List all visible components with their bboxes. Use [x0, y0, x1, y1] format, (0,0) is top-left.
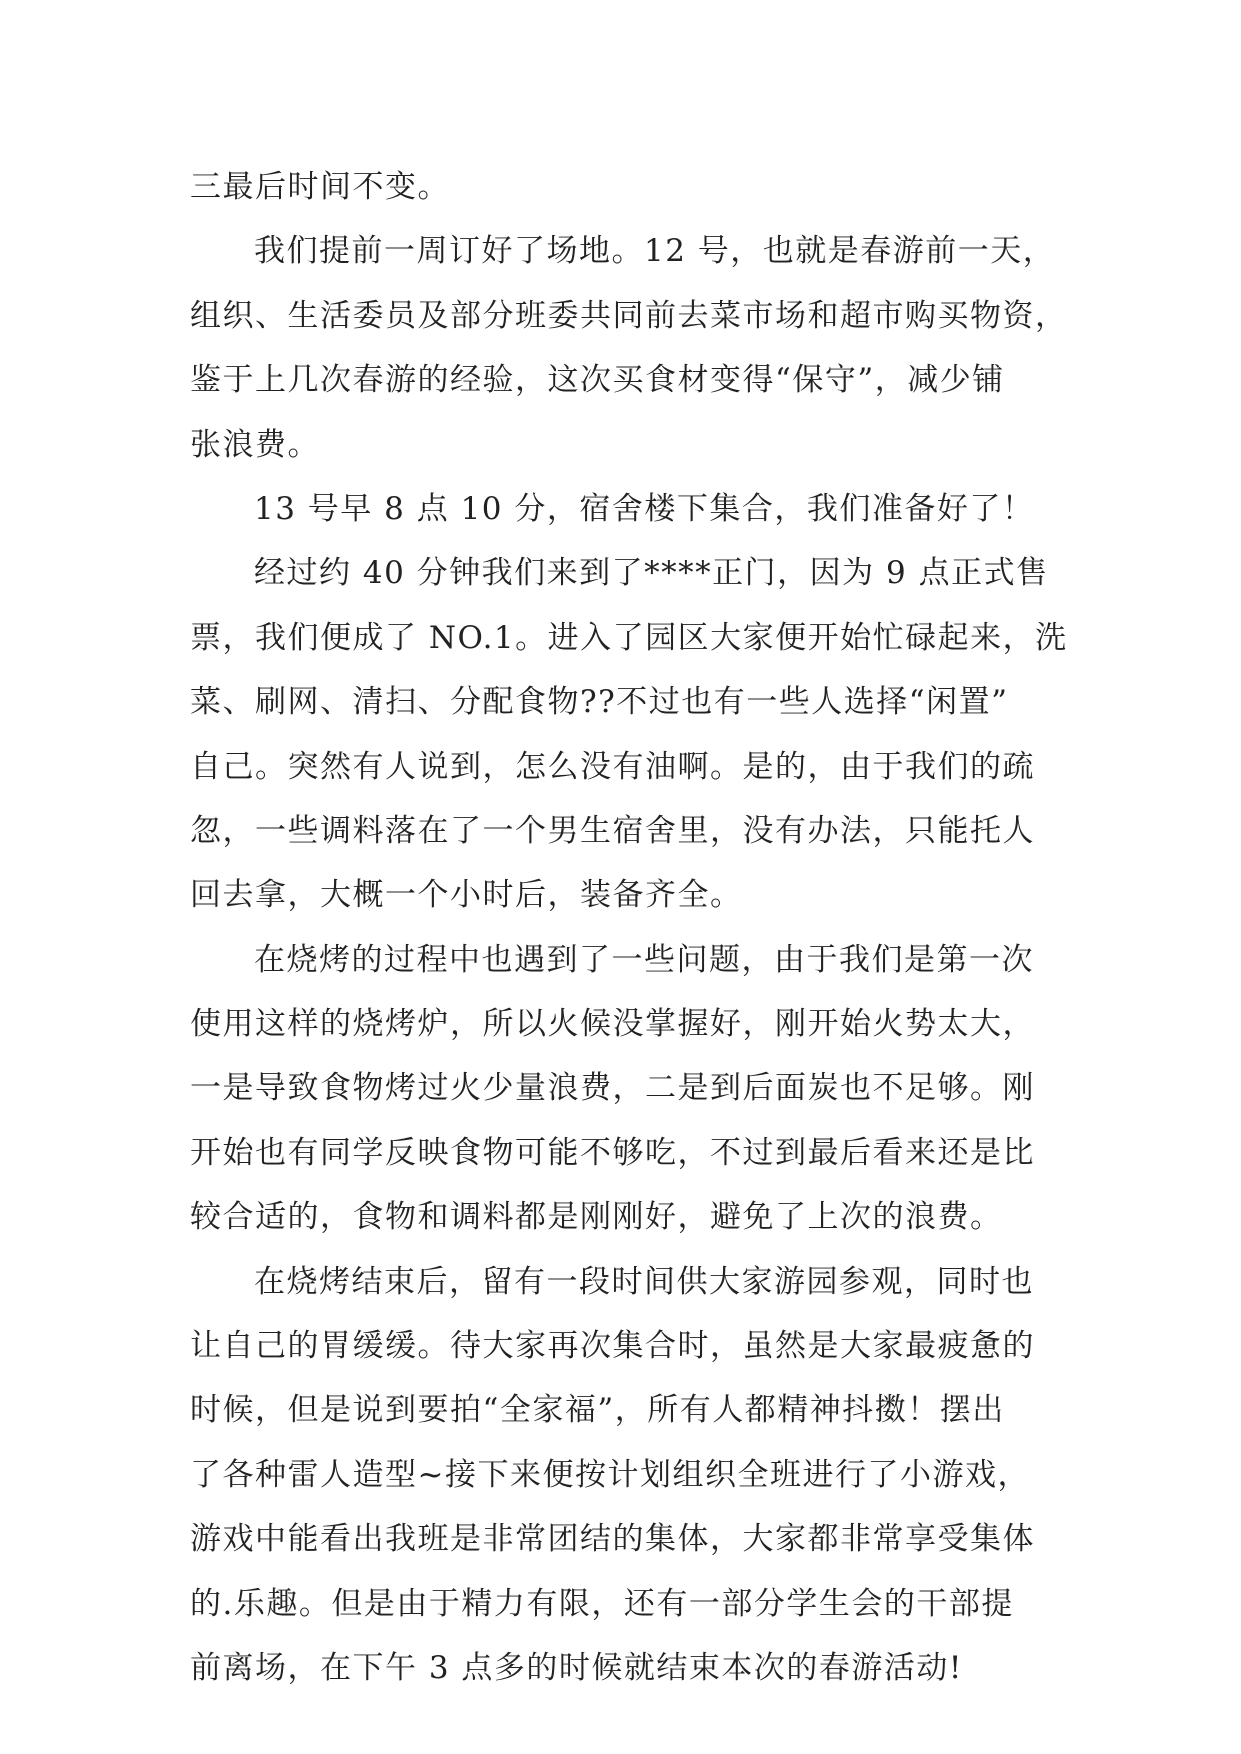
- text-line: 时候，但是说到要拍“全家福”，所有人都精神抖擞！摆出: [190, 1392, 1005, 1429]
- text-line: 的.乐趣。但是由于精力有限，还有一部分学生会的干部提: [190, 1585, 1014, 1622]
- text-line: 在烧烤结束后，留有一段时间供大家游园参观，同时也: [254, 1263, 1034, 1300]
- text-line: 了各种雷人造型~接下来便按计划组织全班进行了小游戏，: [190, 1456, 1030, 1493]
- text-line: 经过约 40 分钟我们来到了****正门，因为 9 点正式售: [254, 555, 1049, 592]
- text-line: 在烧烤的过程中也遇到了一些问题，由于我们是第一次: [254, 941, 1034, 978]
- text-line: 游戏中能看出我班是非常团结的集体，大家都非常享受集体: [190, 1521, 1035, 1558]
- text-line: 忽，一些调料落在了一个男生宿舍里，没有办法，只能托人: [190, 812, 1035, 849]
- text-line: 让自己的胃缓缓。待大家再次集合时，虽然是大家最疲惫的: [190, 1328, 1035, 1365]
- text-line: 一是导致食物烤过火少量浪费，二是到后面炭也不足够。刚: [190, 1070, 1035, 1107]
- text-line: 较合适的，食物和调料都是刚刚好，避免了上次的浪费。: [190, 1199, 1003, 1236]
- text-line: 前离场，在下午 3 点多的时候就结束本次的春游活动!: [190, 1649, 963, 1686]
- text-line: 票，我们便成了 NO.1。进入了园区大家便开始忙碌起来，洗: [190, 619, 1068, 656]
- text-line: 组织、生活委员及部分班委共同前去菜市场和超市购买物资，: [190, 297, 1068, 334]
- text-line: 我们提前一周订好了场地。12 号，也就是春游前一天，: [254, 233, 1056, 270]
- text-line: 自己。突然有人说到，怎么没有油啊。是的，由于我们的疏: [190, 748, 1035, 785]
- document-body: [190, 155, 1068, 1700]
- text-line: 开始也有同学反映食物可能不够吃，不过到最后看来还是比: [190, 1134, 1035, 1171]
- text-line: 菜、刷网、清扫、分配食物??不过也有一些人选择“闲置”: [190, 684, 1009, 721]
- text-line: 使用这样的烧烤炉，所以火候没掌握好，刚开始火势太大，: [190, 1006, 1035, 1043]
- text-line: 13 号早 8 点 10 分，宿舍楼下集合，我们准备好了！: [254, 490, 1035, 527]
- text-line: 三最后时间不变。: [190, 169, 450, 205]
- text-line: 鉴于上几次春游的经验，这次买食材变得“保守”，减少铺: [190, 362, 1005, 399]
- text-line: 回去拿，大概一个小时后，装备齐全。: [190, 877, 743, 914]
- text-line: 张浪费。: [190, 426, 320, 463]
